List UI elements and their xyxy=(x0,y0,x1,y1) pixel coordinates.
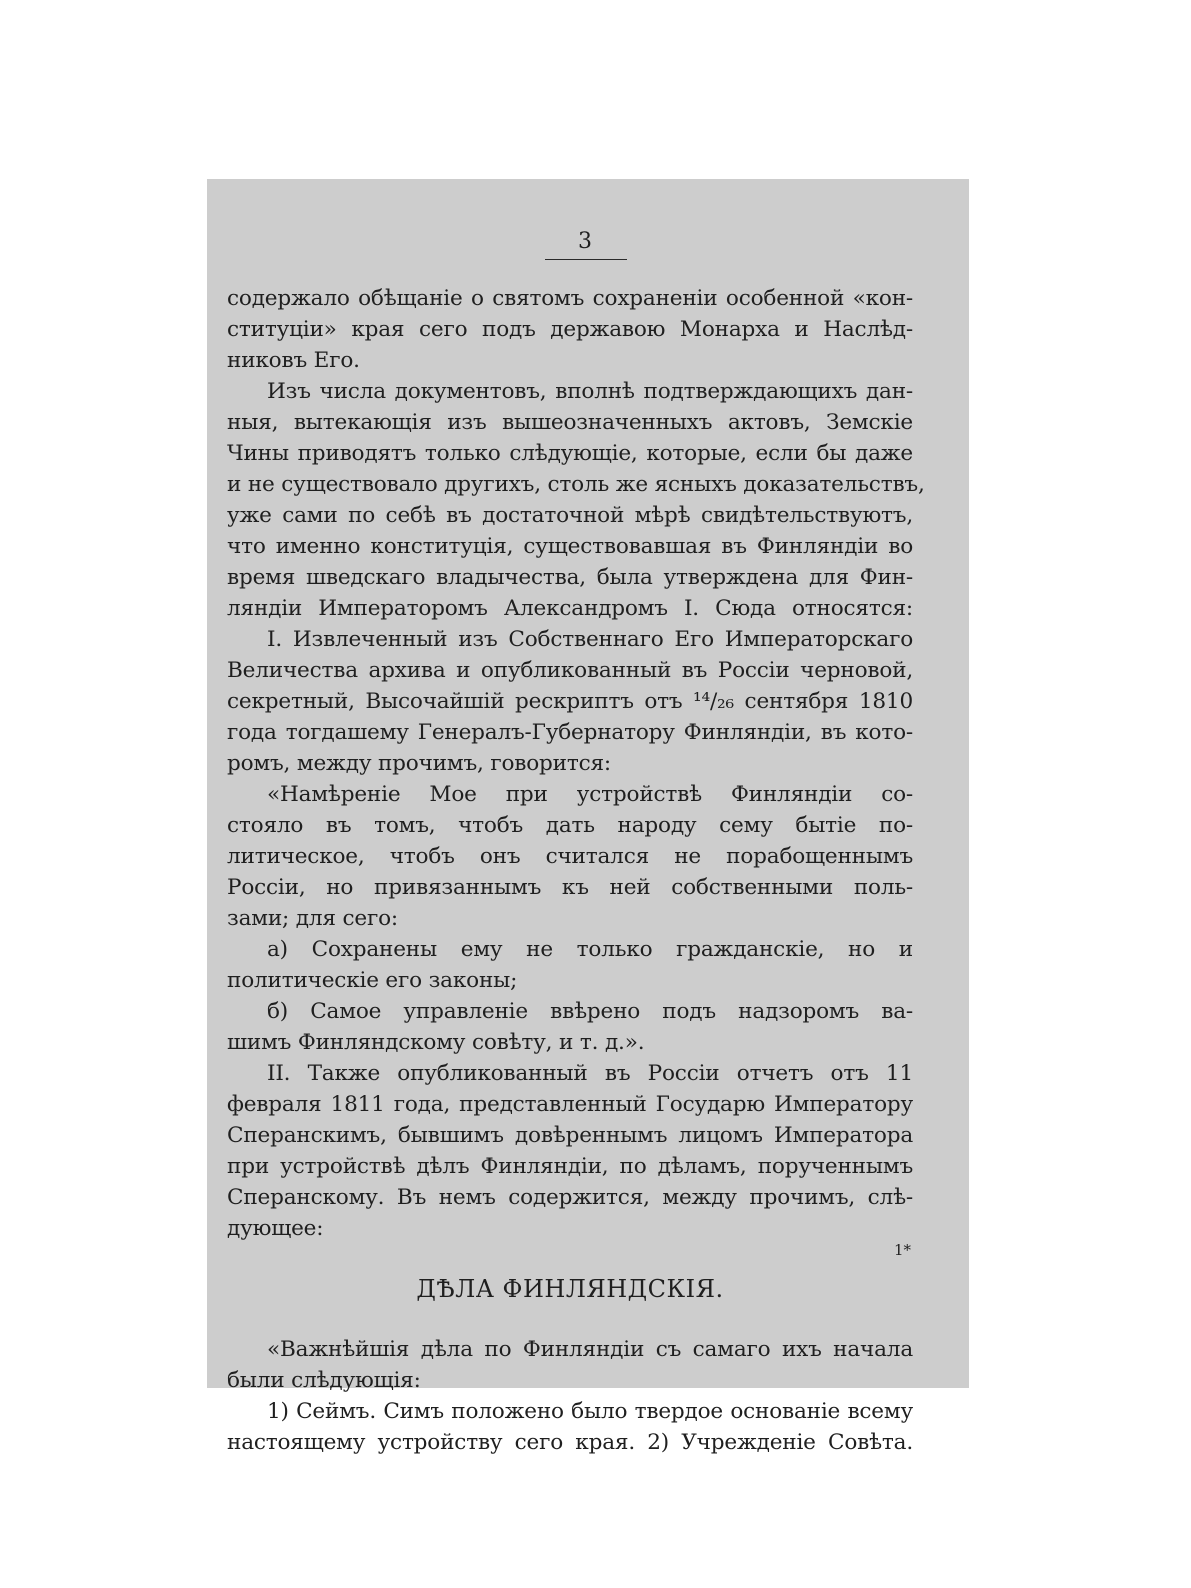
text-line: б) Самое управленіе ввѣрено подъ надзоромъ ва- xyxy=(267,999,913,1024)
text-line: «Намѣреніе Мое при устройствѣ Финляндіи со- xyxy=(267,782,913,807)
text-line: ныя, вытекающія изъ вышеозначенныхъ актовъ, Земскіе xyxy=(227,410,913,435)
text-line: никовъ Его. xyxy=(227,348,360,373)
text-line: содержало обѣщаніе о святомъ сохраненіи особенной «кон- xyxy=(227,286,913,311)
text-line: ляндіи Императоромъ Александромъ I. Сюда относятся: xyxy=(227,596,913,621)
text-line: II. Также опубликованный въ Россіи отчетъ отъ 11 xyxy=(267,1061,913,1086)
text-line: секретный, Высочайшій рескриптъ отъ ¹⁴/₂₆ сентября 1810 xyxy=(227,689,913,714)
text-line: при устройствѣ дѣлъ Финляндіи, по дѣламъ, порученнымъ xyxy=(227,1154,913,1179)
signature-mark: 1* xyxy=(893,1241,911,1259)
text-line: что именно конституція, существовавшая въ Финляндіи во xyxy=(227,534,913,559)
text-line: «Важнѣйшія дѣла по Финляндіи съ самаго ихъ начала xyxy=(267,1337,913,1362)
text-line: Россіи, но привязаннымъ къ ней собственными поль- xyxy=(227,875,913,900)
text-line: 1) Сеймъ. Симъ положено было твердое основаніе всему xyxy=(267,1399,913,1424)
text-line: ромъ, между прочимъ, говорится: xyxy=(227,751,611,776)
text-line: были слѣдующія: xyxy=(227,1368,421,1393)
text-line: а) Сохранены ему не только гражданскіе, но и xyxy=(267,937,913,962)
text-line: Сперанскому. Въ немъ содержится, между прочимъ, слѣ- xyxy=(227,1185,913,1210)
section-heading: ДѢЛА ФИНЛЯНДСКІЯ. xyxy=(416,1275,724,1303)
text-line: литическое, чтобъ онъ считался не порабощеннымъ xyxy=(227,844,913,869)
text-line: уже сами по себѣ въ достаточной мѣрѣ свидѣтельствуютъ, xyxy=(227,503,913,528)
header-rule xyxy=(545,259,627,260)
text-line: и не существовало другихъ, столь же ясныхъ доказательствъ, xyxy=(227,472,925,497)
text-line: Изъ числа документовъ, вполнѣ подтверждающихъ дан- xyxy=(267,379,913,404)
scanned-page xyxy=(207,179,969,1455)
page-number: 3 xyxy=(578,229,592,254)
text-line: Величества архива и опубликованный въ Россіи черновой, xyxy=(227,658,913,683)
text-line: Сперанскимъ, бывшимъ довѣреннымъ лицомъ Императора xyxy=(227,1123,913,1148)
text-line: стояло въ томъ, чтобъ дать народу сему бытіе по- xyxy=(227,813,913,838)
text-line: политическіе его законы; xyxy=(227,968,518,993)
text-line: I. Извлеченный изъ Собственнаго Его Императорскаго xyxy=(267,627,913,652)
text-line: года тогдашему Генералъ-Губернатору Финляндіи, въ кото- xyxy=(227,720,913,745)
text-line: зами; для сего: xyxy=(227,906,398,931)
text-line: ституціи» края сего подъ державою Монарха и Наслѣд- xyxy=(227,317,913,342)
text-line: дующее: xyxy=(227,1216,324,1241)
body-text xyxy=(227,283,925,1458)
text-line: Чины приводятъ только слѣдующіе, которые, если бы даже xyxy=(227,441,913,466)
text-line: настоящему устройству сего края. 2) Учрежденіе Совѣта. xyxy=(227,1430,913,1455)
text-line: шимъ Финляндскому совѣту, и т. д.». xyxy=(227,1030,645,1055)
text-line: февраля 1811 года, представленный Государю Императору xyxy=(227,1092,913,1117)
text-line: время шведскаго владычества, была утверждена для Фин- xyxy=(227,565,913,590)
